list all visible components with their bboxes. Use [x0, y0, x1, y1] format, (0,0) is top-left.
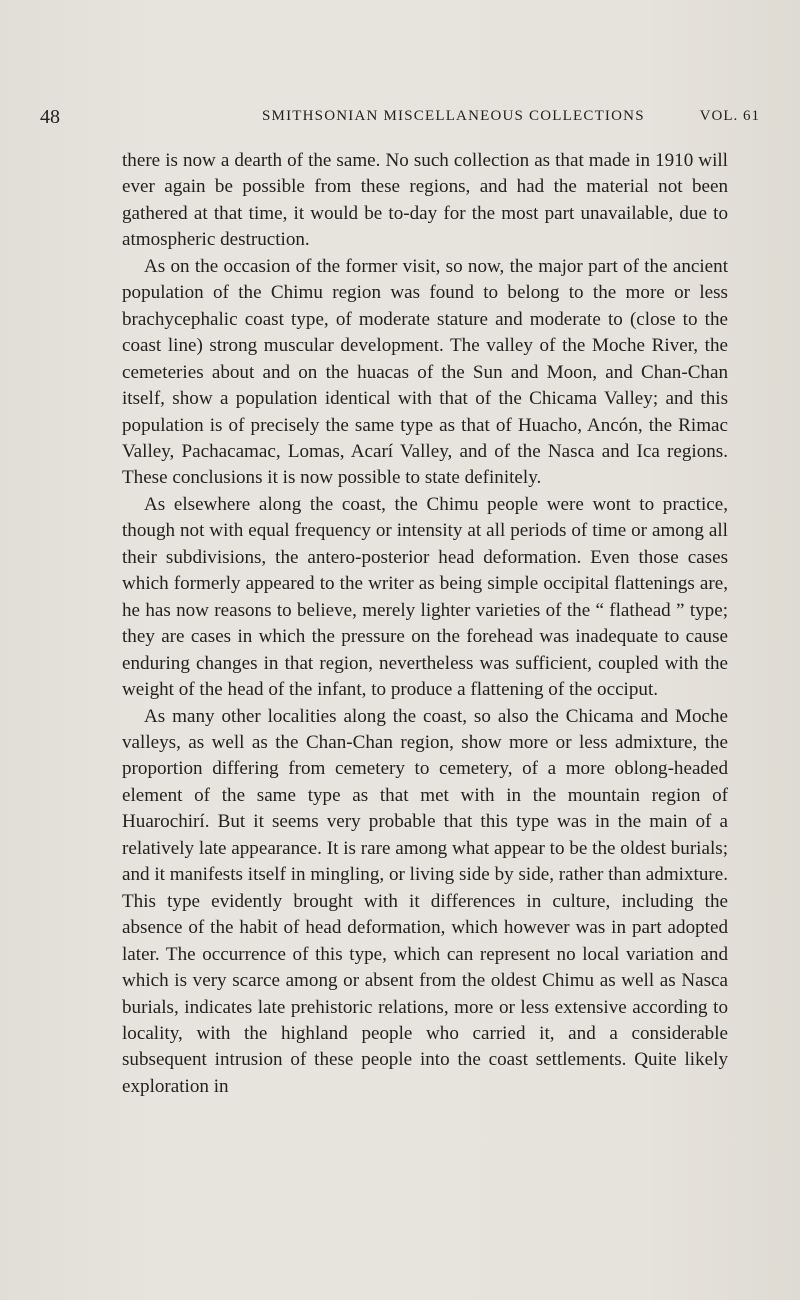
paragraph-continuation: there is now a dearth of the same. No such collection as that made in 1910 will ever again be possible from these regions, and had the material not been gathered at that time, it would be to-day for the most part unavailable, due to atmospheric destruction.: [122, 150, 728, 251]
journal-title: SMITHSONIAN MISCELLANEOUS COLLECTIONS: [262, 108, 645, 124]
paragraph-population-type: As on the occasion of the former visit, so now, the major part of the ancient population of the Chimu region was found to belong to the more or less brachycephalic coast type, of moderate stature and moderate to (close to the coast line) strong muscular development. The valley of the Moche River, the cemeteries about and on the huacas of the Sun and Moon, and Chan-Chan itself, show a population identical with that of the Chicama Valley; and this population is of precisely the same type as that of Huacho, Ancón, the Rimac Valley, Pachacamac, Lomas, Acarí Valley, and of the Nasca and Ica regions. These conclusions it is now possible to state definitely.: [122, 255, 728, 489]
volume-label: VOL. 61: [699, 108, 760, 124]
running-head: [40, 106, 760, 136]
paragraph-admixture: As many other localities along the coast, so also the Chicama and Moche valleys, as well as the Chan-Chan region, show more or less admixture, the proportion differing from cemetery to cemetery, of a more oblong-headed element of the same type as that met with in the mountain region of Huarochirí. But it seems very probable that this type was in the main of a relatively late appearance. It is rare among what appear to be the oldest burials; and it manifests itself in mingling, or living side by side, rather than admixture. This type evidently brought with it differences in culture, including the absence of the habit of head deformation, which however was in part adopted later. The occurrence of this type, which can represent no local variation and which is very scarce among or absent from the oldest Chimu as well as Nasca burials, indicates late prehistoric relations, more or less extensive according to locality, with the highland people who carried it, and a considerable subsequent intrusion of these people into the coast settlements. Quite likely exploration in: [122, 705, 728, 1097]
body-text: [122, 148, 728, 1100]
paragraph-head-deformation: As elsewhere along the coast, the Chimu people were wont to practice, though not with equal frequency or intensity at all periods of time or among all their subdivisions, the antero-posterior head deformation. Even those cases which formerly appeared to the writer as being simple occipital flattenings are, he has now reasons to believe, merely lighter varieties of the “ flathead ” type; they are cases in which the pressure on the forehead was inadequate to cause enduring changes in that region, nevertheless was sufficient, coupled with the weight of the head of the infant, to produce a flattening of the occiput.: [122, 493, 728, 701]
page-number: 48: [40, 106, 60, 128]
